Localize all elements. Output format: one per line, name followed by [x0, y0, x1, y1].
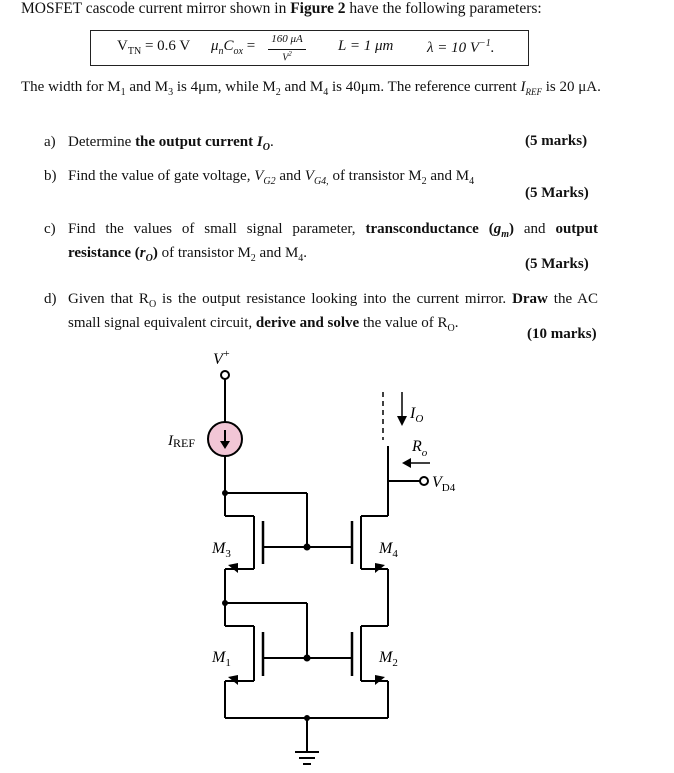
question-a-label: a): [44, 134, 56, 150]
intro-text: MOSFET cascode current mirror shown in Figure 2 have the following parameters:: [21, 0, 542, 17]
question-b-text: Find the value of gate voltage, $V_{G2}$ and $V_{G4,}$ of transistor $M_2$ and $M_4$: [68, 168, 475, 187]
vd4-terminal: [420, 477, 428, 485]
ro-arrow-head: [402, 458, 411, 468]
io-arrow-head: [397, 416, 407, 426]
question-c-text: Find the values of small signal parameter, transconductance $(g_m)$ and output resistance $(r_O)$ of transistor $M_2$ and $M_4$.: [68, 221, 598, 264]
lambda-param: λ = 10 $V^{-1}$.: [427, 38, 495, 56]
question-a-text: Determine the output current $I_O$.: [68, 134, 274, 153]
question-b-marks: (5 Marks): [525, 185, 589, 201]
fraction-numerator: 160 μA: [271, 33, 303, 45]
vplus-label: V+: [213, 348, 231, 368]
m3-label: $M_3$: [212, 540, 231, 560]
m1-label: $M_1$: [212, 649, 231, 669]
ro-label: $R_o$: [412, 438, 428, 459]
iref-label: IREF: [168, 433, 196, 450]
m4-label: $M_4$: [379, 540, 398, 560]
length-param: L = 1 μm: [338, 38, 394, 54]
question-a-marks: (5 marks): [525, 133, 588, 149]
vtn-param: $V_{TN} = 0.6$ V: [117, 38, 191, 57]
description-paragraph: The width for $M_1$ and $M_3$ is 4μm, while $M_2$ and $M_4$ is 40μm. The reference current $I_{REF}$ is 20 μA.: [21, 79, 601, 98]
supply-terminal: [221, 371, 229, 379]
vd4-label: $V_{D4}$: [432, 474, 456, 494]
question-d-label: d): [44, 291, 57, 307]
mobility-param: $\mu_nC_{ox}$ =: [211, 38, 256, 57]
figure-ref: Figure 2: [290, 0, 346, 17]
fraction-denominator: $V^2$: [282, 50, 292, 64]
question-d-text: Given that $R_O$ is the output resistance looking into the current mirror. Draw the AC small signal equivalent circuit, derive and solve the value of $R_O$.: [68, 291, 599, 334]
question-d-marks: (10 marks): [527, 326, 597, 342]
m2-label: $M_2$: [379, 649, 398, 669]
question-b-label: b): [44, 168, 57, 184]
io-label: $I_O$: [410, 405, 424, 425]
question-c-marks: (5 Marks): [525, 256, 589, 272]
question-c-label: c): [44, 221, 56, 237]
